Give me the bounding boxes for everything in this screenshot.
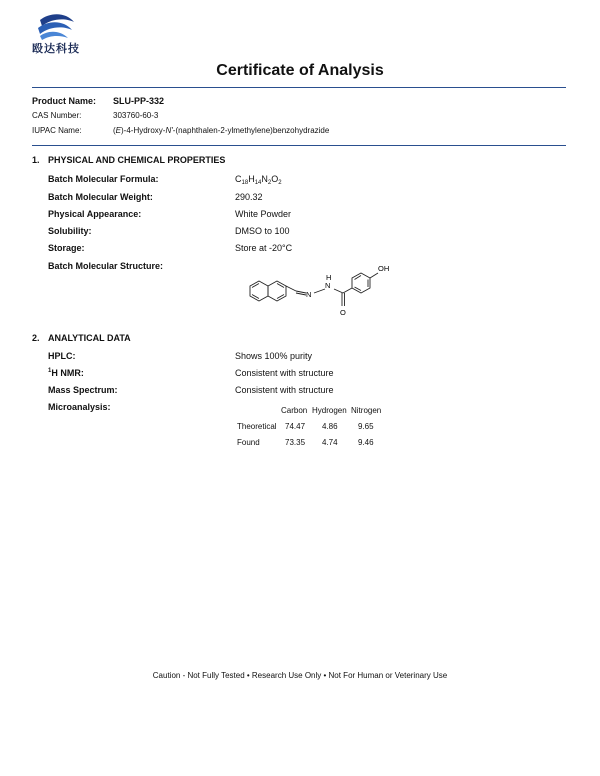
solubility-value: DMSO to 100 xyxy=(235,226,290,236)
divider xyxy=(32,145,566,146)
atom-h: H xyxy=(326,273,332,282)
storage-value: Store at -20°C xyxy=(235,243,293,253)
appearance-value: White Powder xyxy=(235,209,292,219)
micro-header-hydrogen: Hydrogen xyxy=(312,406,347,415)
section2-number: 2. xyxy=(32,333,40,343)
iupac-label: IUPAC Name: xyxy=(32,126,82,135)
company-name: 殴达科技 xyxy=(32,43,80,55)
divider xyxy=(32,87,566,88)
micro-cell: 74.47 xyxy=(285,422,306,431)
cas-label: CAS Number: xyxy=(32,111,82,120)
micro-cell: 4.86 xyxy=(322,422,338,431)
product-name-label: Product Name: xyxy=(32,96,97,106)
cas-value: 303760-60-3 xyxy=(113,111,159,120)
hplc-value: Shows 100% purity xyxy=(235,351,313,361)
atom-oh: OH xyxy=(378,264,390,273)
micro-row-label: Theoretical xyxy=(237,422,277,431)
micro-header-nitrogen: Nitrogen xyxy=(351,406,382,415)
molecular-structure xyxy=(230,258,420,320)
micro-cell: 9.46 xyxy=(358,438,374,447)
weight-value: 290.32 xyxy=(235,192,263,202)
appearance-label: Physical Appearance: xyxy=(48,209,142,219)
weight-label: Batch Molecular Weight: xyxy=(48,192,153,202)
ms-label: Mass Spectrum: xyxy=(48,385,118,395)
microanalysis-label: Microanalysis: xyxy=(48,402,111,412)
atom-o: O xyxy=(340,308,346,317)
atom-n2: N xyxy=(325,281,331,290)
micro-row-label: Found xyxy=(237,438,260,447)
solubility-label: Solubility: xyxy=(48,226,92,236)
micro-header-carbon: Carbon xyxy=(281,406,308,415)
section2-title: ANALYTICAL DATA xyxy=(48,333,131,343)
formula-label: Batch Molecular Formula: xyxy=(48,174,159,184)
product-name-value: SLU-PP-332 xyxy=(113,96,165,106)
structure-label: Batch Molecular Structure: xyxy=(48,261,164,271)
atom-n1: N xyxy=(306,290,312,299)
formula-value: $C_{18}H_{14}N_2O_2$ xyxy=(235,174,282,186)
ms-value: Consistent with structure xyxy=(235,385,334,395)
micro-cell: 9.65 xyxy=(358,422,374,431)
section1-title: PHYSICAL AND CHEMICAL PROPERTIES xyxy=(48,155,226,165)
iupac-value: (E)-4-Hydroxy-N'-(naphthalen-2-ylmethylene)benzohydrazide xyxy=(113,126,330,135)
micro-cell: 4.74 xyxy=(322,438,338,447)
hplc-label: HPLC: xyxy=(48,351,76,361)
nmr-label: $^1$H NMR: xyxy=(48,368,84,378)
section1-number: 1. xyxy=(32,155,40,165)
page-title: Certificate of Analysis xyxy=(216,62,384,79)
nmr-value: Consistent with structure xyxy=(235,368,334,378)
footer-caution: Caution - Not Fully Tested • Research Use Only • Not For Human or Veterinary Use xyxy=(152,671,448,680)
micro-cell: 73.35 xyxy=(285,438,306,447)
storage-label: Storage: xyxy=(48,243,85,253)
